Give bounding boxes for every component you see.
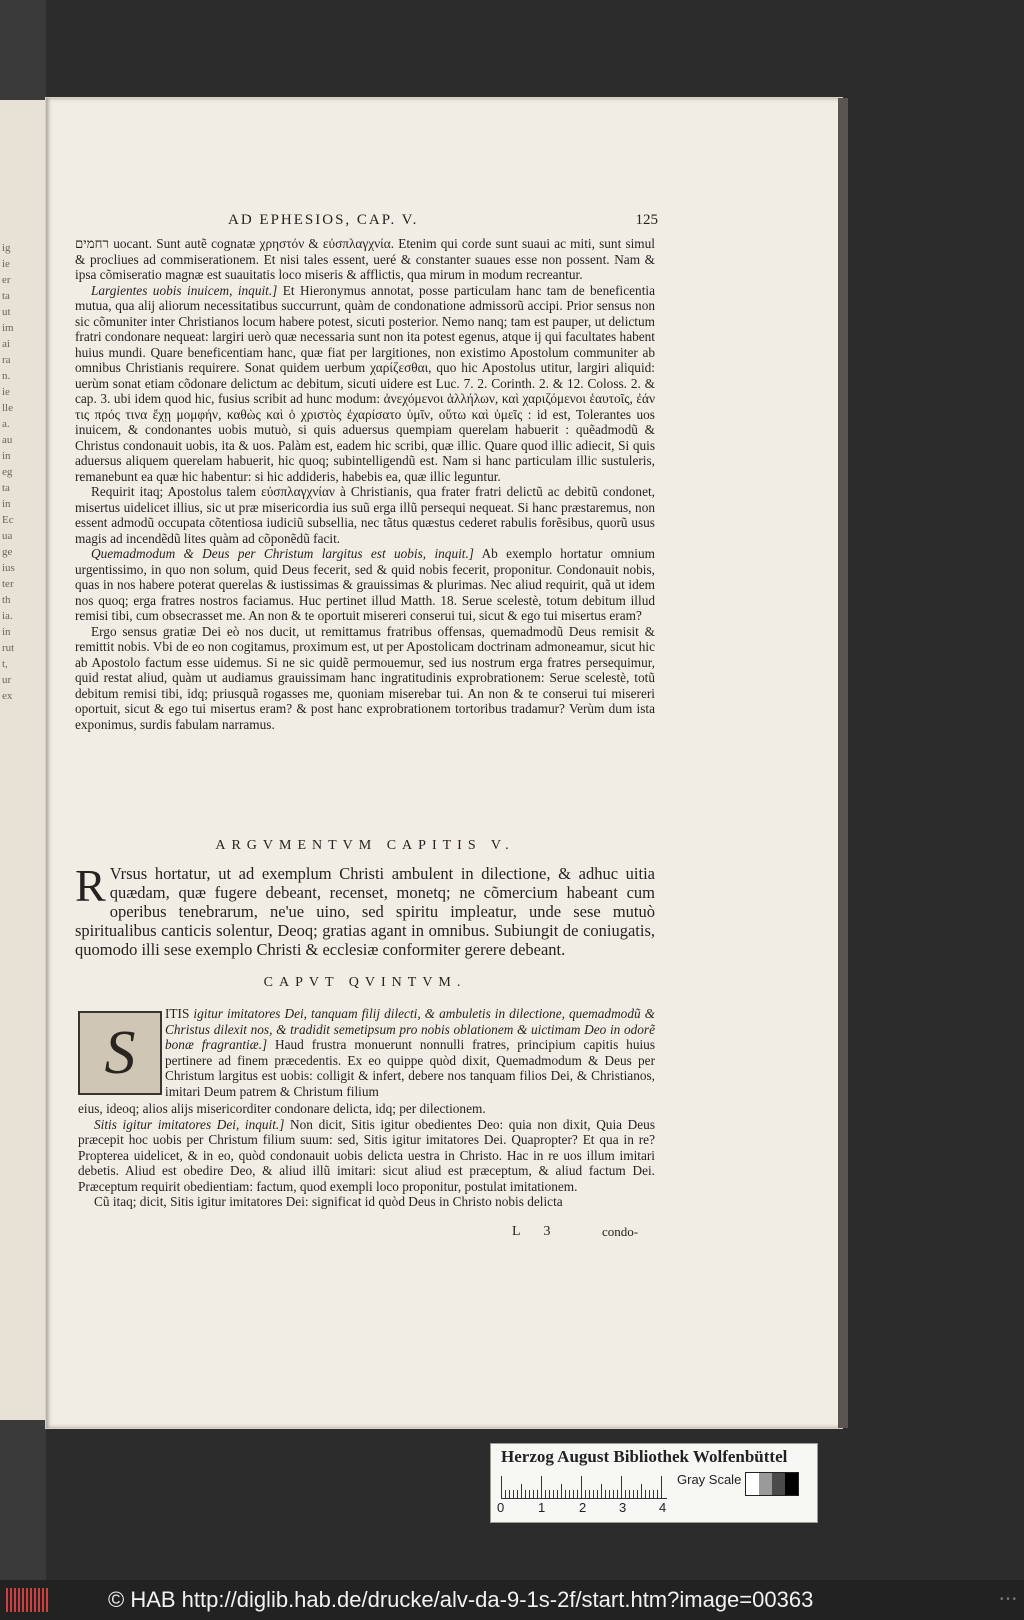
argument-heading: ARGVMENTVM CAPITIS V. [215, 838, 515, 853]
ruler-tick [645, 1490, 646, 1498]
ruler-tick [585, 1490, 586, 1498]
facing-page-fragment: Ec [2, 514, 14, 526]
facing-page-fragment: ta [2, 290, 10, 302]
library-name: Herzog August Bibliothek Wolfenbüttel [501, 1447, 788, 1466]
facing-page-fragment: in [2, 450, 11, 462]
ruler-tick [589, 1490, 590, 1498]
ruler-tick [609, 1490, 610, 1498]
facing-page-fragment: t, [2, 658, 8, 670]
facing-page-fragment: au [2, 434, 13, 446]
ruler-tick [545, 1490, 546, 1498]
scale-number: 0 [497, 1500, 505, 1515]
chapter-continuation-line: eius, ideoq; alios alijs misericorditer condonare delicta, idq; per dilectionem. [78, 1101, 486, 1116]
commentary-text: רחמים uocant. Sunt autẽ cognatæ χρηστόν & εὐσπλαγχνία. Etenim qui corde sunt suaui ac miti, sunt simul & procliues ad commiserationem. Et nisi tales essent, ueré & constanter suaues esse non possent. Nam & ipsa cõmiseratio magnæ est suauitatis loco miseris & afflictis, qua mirum in modum recreantur. [75, 236, 655, 282]
ruler-tick [633, 1490, 634, 1498]
ruler-tick [549, 1490, 550, 1498]
facing-page-fragment: ia. [2, 610, 13, 622]
footer-dots-icon: • • • [999, 1594, 1016, 1605]
facing-page-fragment: ut [2, 306, 11, 318]
facing-page-fragment: rut [2, 642, 15, 654]
ruler-tick [597, 1490, 598, 1498]
ruler-tick [517, 1490, 518, 1498]
ruler-tick [553, 1490, 554, 1498]
ruler-tick [529, 1490, 530, 1498]
ruler-tick [561, 1484, 562, 1498]
ruler-tick [653, 1490, 654, 1498]
commentary-text: Requirit itaq; Apostolus talem εὐσπλαγχνίαν à Christianis, qua frater fratri delictũ ac debitũ condonet, misertus uidelicet illius, sic ut præ misericordia ius suũ erga illũ persequi nequeat. Si hanc præstaremus, non essent admodũ occupata cõtentiosa iudiciũ subsellia, nec tãtus quæstus cederet rabulis forẽsibus, quorũ usus magis ad incendẽdũ lites quàm ad cõponẽdũ facit. [75, 484, 655, 546]
ruler-tick [641, 1484, 642, 1498]
hab-logo-icon [6, 1588, 50, 1612]
ruler-tick [557, 1490, 558, 1498]
commentary-paragraph [75, 236, 655, 283]
commentary-paragraph [75, 546, 655, 624]
facing-page-fragment: ig [2, 242, 11, 254]
ruler-tick [637, 1490, 638, 1498]
ruler-tick [605, 1490, 606, 1498]
facing-page-fragment: ur [2, 674, 12, 686]
argument-initial: R [75, 860, 106, 911]
gray-scale-label: Gray Scale [677, 1472, 742, 1487]
footer-bar [0, 1580, 1024, 1620]
facing-page-fragment: in [2, 498, 11, 510]
catchword: condo- [602, 1224, 639, 1239]
facing-page-fragment: a. [2, 418, 10, 430]
scale-number: 3 [619, 1500, 627, 1515]
ruler-tick [501, 1476, 502, 1498]
chapter-lead-comment: Haud frustra monuerunt nonnulli fratres, principium capitis huius pertinere ad finem præcedentis. Ex eo quippe quòd dixit, Quemadmodum & Deus per Christum largitus est uobis: colligit & infert, debere nos tanquam filios Dei, & Christianos, imitari Deum patrem & Christum filium [165, 1037, 655, 1099]
ruler-tick [613, 1490, 614, 1498]
facing-page-fragment: eg [2, 466, 13, 478]
ruler-tick [513, 1490, 514, 1498]
decorated-initial-letter: S [104, 1018, 136, 1087]
scale-number: 1 [538, 1500, 546, 1515]
gray-scale-swatch [745, 1472, 799, 1496]
facing-page-fragment: n. [2, 370, 11, 382]
page-number: 125 [635, 212, 658, 228]
commentary-paragraph [75, 283, 655, 485]
running-head-title: AD EPHESIOS, CAP. V. [228, 212, 419, 228]
facing-page-fragment: im [2, 322, 14, 334]
ruler-tick [565, 1490, 566, 1498]
chapter-paragraph-3: Cũ itaq; dicit, Sitis igitur imitatores Dei: significat id quòd Deus in Christo nobis delicta [94, 1194, 563, 1209]
ruler-tick [521, 1484, 522, 1498]
facing-page-fragment: ai [2, 338, 10, 350]
facing-page-fragment: ta [2, 482, 10, 494]
page-edge-shadow [838, 98, 848, 1428]
ruler-tick [625, 1490, 626, 1498]
ruler-tick [621, 1476, 622, 1498]
ruler-tick [541, 1476, 542, 1498]
ruler-tick [657, 1490, 658, 1498]
scale-number: 4 [659, 1500, 667, 1515]
facing-page-fragment: th [2, 594, 11, 606]
ruler-tick [577, 1490, 578, 1498]
chapter-lead-caps: ITIS [165, 1006, 190, 1021]
facing-page-edge [0, 100, 51, 1420]
chapter-opening [165, 1006, 655, 1099]
commentary-paragraph [75, 624, 655, 733]
ruler-tick [533, 1490, 534, 1498]
argument-text [75, 860, 655, 959]
color-scale-card [490, 1443, 818, 1523]
facing-page-fragment: ra [2, 354, 11, 366]
ruler-tick [629, 1490, 630, 1498]
facing-page-fragment: er [2, 274, 11, 286]
facing-page-fragment: ter [2, 578, 14, 590]
facing-page-fragment: ge [2, 546, 13, 558]
chapter-heading: CAPVT QVINTVM. [263, 975, 467, 990]
scale-number: 2 [579, 1500, 587, 1515]
ruler-tick [569, 1490, 570, 1498]
chapter-paragraph-2 [78, 1117, 655, 1195]
commentary-paragraph [75, 484, 655, 546]
commentary-lemma: Quemadmodum & Deus per Christum largitus est uobis, inquit.] [91, 546, 474, 561]
ruler-tick [573, 1490, 574, 1498]
chapter-paragraph-2-lemma: Sitis igitur imitatores Dei, inquit.] [94, 1116, 285, 1132]
signature-mark: L 3 [512, 1224, 561, 1239]
argument-body: Vrsus hortatur, ut ad exemplum Christi ambulent in dilectione, & adhuc uitia quædam, quæ fugere debeant, recenset, monetq; ne cõmercium habeant cum operibus tenebrarum, ne'ue uino, sed spiritu impleatur, unde sese mutuò spiritualibus canticis solentur, Deoq; gratias agant in omnibus. Subiungit de coniugatis, quomodo illi sese exemplo Christi & ecclesiæ conformiter gerere debeant. [75, 864, 655, 959]
ruler-tick [593, 1490, 594, 1498]
ruler-tick [509, 1490, 510, 1498]
ruler-tick [649, 1490, 650, 1498]
facing-page-fragment: ius [2, 562, 15, 574]
facing-page-fragment: ie [2, 258, 10, 270]
chapter-lemma: igitur imitatores Dei, tanquam filij dilecti, & ambuletis in dilectione, quemadmodũ & Christus dilexit nos, & tradidit semetipsum pro nobis oblationem & uictimam Deo in odorẽ bonæ fragrantiæ.] [165, 1006, 655, 1052]
ruler-tick [581, 1476, 582, 1498]
commentary-lemma: Largientes uobis inuicem, inquit.] [91, 282, 278, 298]
commentary-text: Ab exemplo hortatur omnium urgentissimo, in quo non solum, quid Deus fecerit, sed & quid nobis fecerit, proponitur. Condonauit nobis, quas in nos habere poterat querelas & iustissimas & grauissimas & plurimas. Nec aliud requirit, quã ut idem nos quoq; erga fratres nostros faciamus. Huc pertinet illud Matth. 18. Serue scelestè, totum debitum illud remisi tibi, cum obsecrasset me. An non & te oportuit misereri conserui tui, sicut & ego tui misertus eram? [75, 546, 655, 623]
footer-url[interactable]: © HAB http://diglib.hab.de/drucke/alv-da-9-1s-2f/start.htm?image=00363 [108, 1587, 814, 1612]
facing-page-fragment: ua [2, 530, 13, 542]
running-head [228, 212, 658, 229]
facing-page-fragment: ex [2, 690, 13, 702]
facing-page-fragment: lle [2, 402, 13, 414]
commentary-text: Ergo sensus gratiæ Dei eò nos ducit, ut remittamus fratribus offensas, quemadmodũ Deus remisit & remittit nobis. Vbi de eo non cogitamus, proximum est, ut per Apostolicam doctrinam admoneamur, sicut hic ab Apostolo factum esse uidemus. Si ne sic quidẽ permouemur, sed ius nostrum erga fratres persequimur, quid restat aliud, quàm ut audiamus grauissimam hanc ingratitudinis exprobrationem: Serue scelestè, totũ debitum remisi tibi, idq; priusquã rogasses me, quoniam miserebar tui. An non & te conserui tui misereri oportuit, sicut & ego tui misertus eram? & post hanc exprobrationem tortoribus tradamur? Verùm dum ista exponimus, surdis fabulam narramus. [75, 623, 655, 732]
facing-page-fragment: in [2, 626, 11, 638]
ruler-tick [601, 1484, 602, 1498]
ruler-tick [661, 1476, 662, 1498]
commentary-text: Et Hieronymus annotat, posse particulam hanc tam de beneficentia mutua, qua alij aliorum necessitatibus succurrunt, quàm de condonatione admissorũ accipi. Prior sensus non sic cõmuniter inter Christianos locum habere potest, sicuti posterior. Nemo nanq; tam est pauper, ut delictum fratri condonare nequeat: largiri uerò quæ necessaria sunt non ita potest egenus, atque ij qui facultates habent huius mundi. Quare beneficentiam hanc, quæ fiat per largitiones, non existimo Apostolum communiter ab omnibus Christianis requirere. Sonat quidem uerbum χαρίζεσθαι, quo hic Apostolus utitur, largiri aliquid: uerùm sonat etiam cõdonare delictum ac debitum, sicuti uidere est Luc. 7. 2. Corinth. 2. & 12. Coloss. 2. & cap. 3. ubi idem quod hic, fusius scribit ad hunc modum: ἀνεχόμενοι ἀλλήλων, καὶ χαριζόμενοι ἑαυτοῖς, ἐάν τις πρός τινα ἔχῃ μομφήν, καθὼς καὶ ὁ χριστὸς ἐχαρίσατο ὑμῖν, οὕτω καὶ ὑμεῖς : id est, Tolerantes uos inuicem, & condonantes uobis mutuò, si quis aduersus quempiam querelam habuerit : quẽadmodũ & Christus condonauit uobis, ita & uos. Palàm est, eadem hic scribi, quæ illic. Quare quod illic adiecit, Si quis aduersus aliquem querelam habuerit, hic quoq; subintelligendũ est. Nam si hanc particulam illic sustuleris, remanebunt ea quæ hic habentur: si hic addideris, habebis ea, quæ illic leguntur. [75, 282, 655, 484]
measurement-ruler [501, 1474, 667, 1499]
ruler-tick [525, 1490, 526, 1498]
ruler-tick [537, 1490, 538, 1498]
facing-page-fragment: ie [2, 386, 10, 398]
chapter-continuation [78, 1101, 655, 1210]
ruler-tick [617, 1490, 618, 1498]
decorated-initial [78, 1011, 162, 1095]
commentary-block [75, 236, 655, 732]
ruler-tick [505, 1490, 506, 1498]
chapter-paragraph-2-text: Non dicit, Sitis igitur obedientes Deo: quia non dixit, Quia Deus præcepit hoc uobis per Christum filium suum: sed, Sitis igitur imitatores Dei. Quapropter? Et qua in re? Propterea uidelicet, & in eo, quòd condonauit uobis delicta uestra in Christo. Hac in re uos illum imitari debetis. Aliud est obedire Deo, & aliud illũ imitari: sicut aliud est præceptum, & aliud factum Dei. Præceptum requirit obedientiam: factum, quod exempli loco proponitur, postulat imitationem. [78, 1116, 656, 1194]
